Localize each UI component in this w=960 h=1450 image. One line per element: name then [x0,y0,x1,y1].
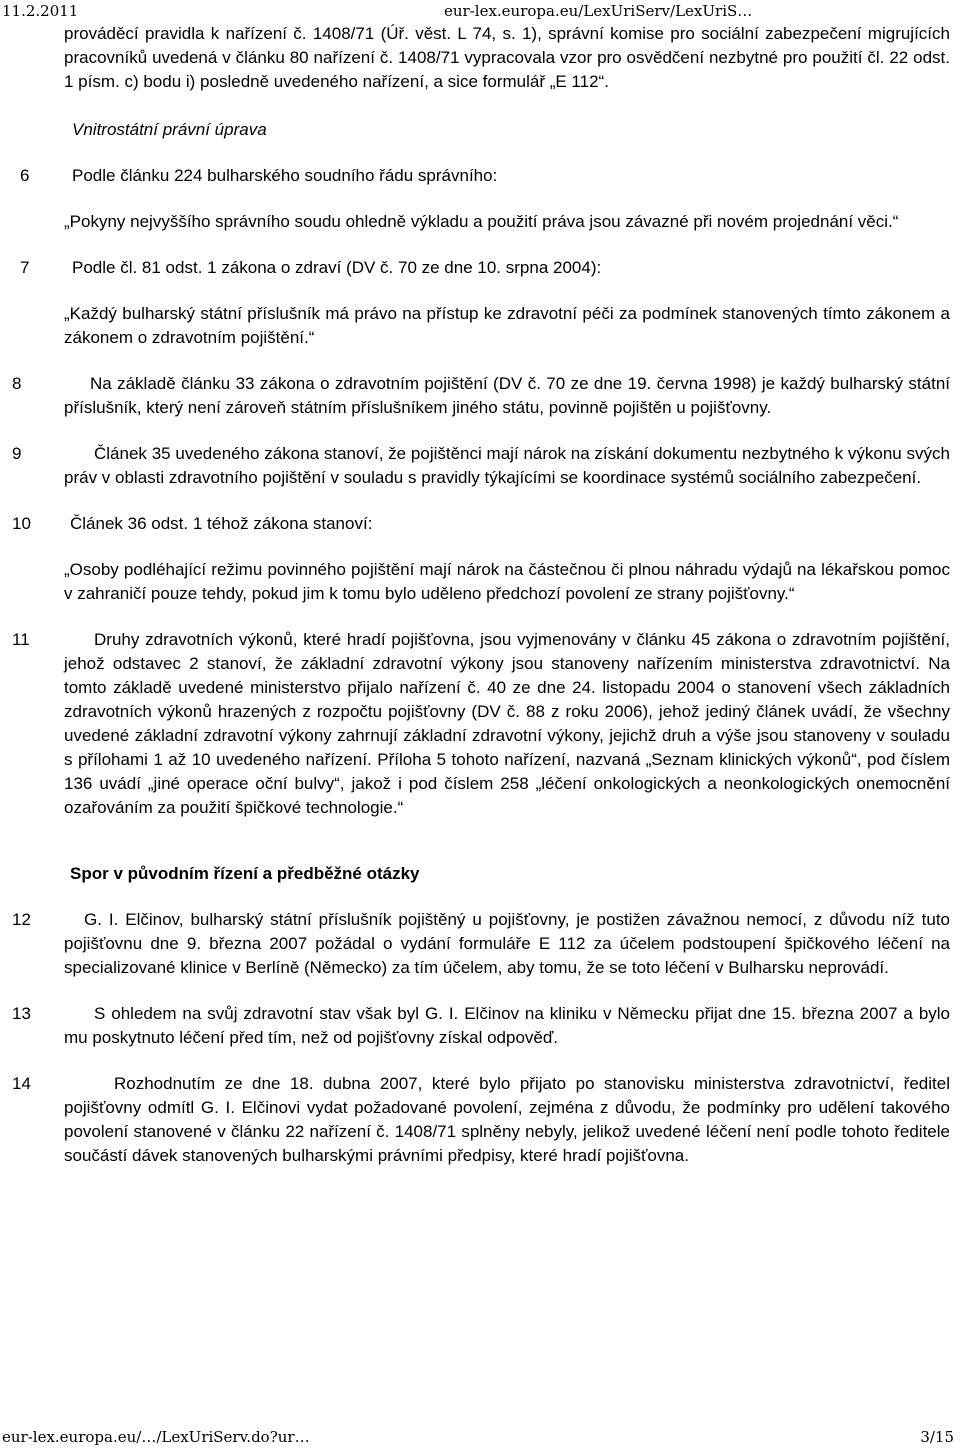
intro-paragraph: prováděcí pravidla k nařízení č. 1408/71 (Úř. věst. L 74, s. 1), správní komise pro sociální zabezpečení migrujících pracovníků uvedená v článku 80 nařízení č. 1408/71 vypracovala vzor pro osvědčení nezbytné pro použití čl. 22 odst. 1 písm. c) bodu i) posledně uvedeného nařízení, a sice formulář „E 112“. [64,24,950,91]
paragraph-text: G. I. Elčinov, bulharský státní příslušník pojištěný u pojišťovny, je postižen závažnou nemocí, z důvodu níž tuto pojišťovnu dne 9. března 2007 požádal o vydání formuláře E 112 za účelem podstoupení špičkového léčení na specializované klinice v Berlíně (Německo) za tím účelem, aby tomu, že se toto léčení v Bulharsku neprovádí. [64,910,950,977]
paragraph-number: 8 [12,374,22,393]
paragraph-8 [0,372,960,420]
paragraph-number: 14 [12,1074,31,1093]
paragraph-text: Článek 36 odst. 1 téhož zákona stanoví: [70,514,373,533]
paragraph-6 [0,164,960,188]
paragraph-number: 6 [20,166,30,185]
paragraph-text: Podle čl. 81 odst. 1 zákona o zdraví (DV č. 70 ze dne 10. srpna 2004): [72,258,602,277]
paragraph-12 [0,908,960,980]
paragraph-text: Druhy zdravotních výkonů, které hradí pojišťovna, jsou vyjmenovány v článku 45 zákona o zdravotním pojištění, jehož odstavec 2 stanoví, že základní zdravotní výkony jsou stanoveny nařízením ministerstva zdravotnictví. Na tomto základě uvedené ministerstvo přijalo nařízení č. 40 ze dne 24. listopadu 2004 o stanovení všech základních zdravotních výkonů hrazených z rozpočtu pojišťovny (DV č. 88 z roku 2006), jehož jediný článek uvádí, že všechny uvedené základní zdravotní výkony zahrnují základní zdravotní výkony, jejichž druh a výše jsou stanoveny v souladu s přílohami 1 až 10 uvedeného nařízení. Příloha 5 tohoto nařízení, nazvaná „Seznam klinických výkonů“, pod číslem 136 uvádí „jiné operace oční bulvy“, jakož i pod číslem 258 „léčení onkologických a neonkologických onemocnění ozařováním za použití špičkové technologie.“ [64,630,950,817]
quote-10: „Osoby podléhající režimu povinného pojištění mají nárok na částečnou či plnou náhradu výdajů na lékařskou pomoc v zahraničí pouze tehdy, pokud jim k tomu bylo uděleno předchozí povolení ze strany pojišťovny.“ [64,560,950,603]
document-body [0,20,960,1168]
print-url[interactable]: eur-lex.europa.eu/LexUriServ/LexUriS… [444,2,753,20]
paragraph-text: Rozhodnutím ze dne 18. dubna 2007, které bylo přijato po stanovisku ministerstva zdravotnictví, ředitel pojišťovny odmítl G. I. Elčinovi vydat požadované povolení, zejména z důvodu, že podmínky pro udělení takového povolení stanovené v článku 22 nařízení č. 1408/71 splněny nebyly, jelikož uvedené léčení není podle tohoto ředitele součástí dávek stanovených bulharskými právními předpisy, které hradí pojišťovna. [64,1074,950,1165]
paragraph-number: 9 [12,444,22,463]
paragraph-14 [0,1072,960,1168]
paragraph-number: 10 [12,514,31,533]
heading-national-law: Vnitrostátní právní úprava [72,120,267,139]
paragraph-text: Podle článku 224 bulharského soudního řádu správního: [72,166,498,185]
paragraph-10 [0,512,960,536]
paragraph-text: S ohledem na svůj zdravotní stav však byl G. I. Elčinov na kliniku v Německu přijat dne 15. března 2007 a bylo mu poskytnuto léčení před tím, než od pojišťovny získal odpověď. [64,1004,950,1047]
paragraph-number: 13 [12,1004,31,1023]
footer-url[interactable]: eur-lex.europa.eu/…/LexUriServ.do?ur… [2,1428,310,1446]
print-date: 11.2.2011 [2,2,79,20]
paragraph-number: 11 [12,630,30,649]
browser-print-header [0,0,960,22]
paragraph-number: 12 [12,910,31,929]
paragraph-11 [0,628,960,820]
paragraph-text: Článek 35 uvedeného zákona stanoví, že pojištěnci mají nárok na získání dokumentu nezbytného k výkonu svých práv v oblasti zdravotního pojištění v souladu s pravidly týkajícími se koordinace systémů sociálního zabezpečení. [64,444,950,487]
paragraph-7 [0,256,960,280]
heading-dispute: Spor v původním řízení a předběžné otázky [70,864,420,883]
browser-print-footer [0,1426,960,1450]
paragraph-number: 7 [20,258,30,277]
paragraph-9 [0,442,960,490]
page-number: 3/15 [920,1428,954,1446]
paragraph-13 [0,1002,960,1050]
quote-7: „Každý bulharský státní příslušník má právo na přístup ke zdravotní péči za podmínek stanovených tímto zákonem a zákonem o zdravotním pojištění.“ [64,304,950,347]
quote-6: „Pokyny nejvyššího správního soudu ohledně výkladu a použití práva jsou závazné při novém projednání věci.“ [64,212,899,231]
paragraph-text: Na základě článku 33 zákona o zdravotním pojištění (DV č. 70 ze dne 19. června 1998) je každý bulharský státní příslušník, který není zároveň státním příslušníkem jiného státu, povinně pojištěn u pojišťovny. [64,374,950,417]
